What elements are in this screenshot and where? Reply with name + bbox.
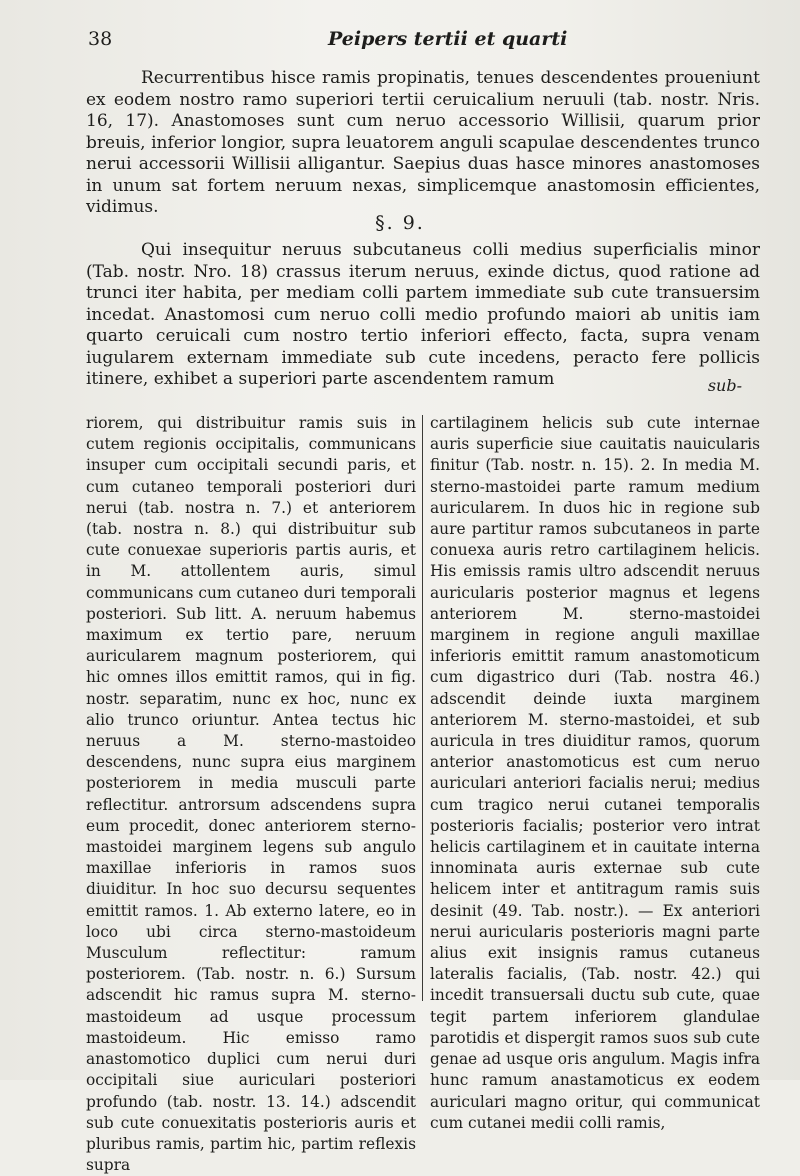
paragraph-1: Recurrentibus hisce ramis propinatis, tenues descendentes proueniunt ex eodem nostro ramo superiori tertii ceruicalium neruuli (tab. nostr. Nris. 16, 17). Anastomoses sunt cum neruo accessorio Willisii, quarum prior breuis, inferior longior, supra leuatorem anguli scapulae descendentes trunco nerui accessorii Willisii alligantur. Saepius duas hasce minores anastomoses in unum sat fortem neruum nexas, simplicemque anastomosin efficientes, vidimus. [86,68,760,217]
page-header [88,22,760,52]
column-divider [422,415,423,1001]
left-column-text: riorem, qui distribuitur ramis suis in cutem regionis occipitalis, communicans insuper cum occipitali secundi paris, et cum cutaneo temporali posteriori duri nerui (tab. nostra n. 7.) et anteriorem (tab. nostra n. 8.) qui distribuitur sub cute conuexae superioris partis auris, et in M. attollentem auris, simul communicans cum cutaneo duri temporali posteriori. Sub litt. A. neruum habemus maximum ex tertio pare, neruum auricularem magnum posteriorem, qui hic omnes illos emittit ramos, qui in fig. nostr. separatim, nunc ex hoc, nunc ex alio trunco oriuntur. Antea tectus hic neruus a M. sterno-mastoideo descendens, nunc supra eius marginem posteriorem in media musculi parte reflectitur. antrorsum adscendens supra eum procedit, donec anteriorem sterno-mastoidei marginem legens sub angulo maxillae inferioris in ramos suos diuiditur. In hoc suo decursu sequentes emittit ramos. 1. Ab externo latere, eo in loco ubi circa sterno-mastoideum Musculum reflectitur: ramum posteriorem. (Tab. nostr. n. 6.) Sursum adscendit hic ramus supra M. sterno-mastoideum ad usque processum mastoideum. Hic emisso ramo anastomotico duplici cum nerui duri occipitali siue auriculari posteriori profundo (tab. nostr. 13. 14.) adscendit sub cute conuexitatis posterioris auris et pluribus ramis, partim hic, partim reflexis supra [86,414,416,1175]
paragraph-2: Qui insequitur neruus subcutaneus colli medius superficialis minor (Tab. nostr. Nro. 18) crassus iterum neruus, exinde dictus, quod ratione ad trunci iter habita, per mediam colli partem immediate sub cute transuersim incedat. Anastomosi cum neruo colli medio profundo maiori ab unitis iam quarto ceruicali cum nostro tertio inferiori effecto, facta, supra venam iugularem externam immediate sub cute incedens, peracto fere pollicis itinere, exhibet a superiori parte ascendentem ramum [86,240,760,389]
section-paragraph-block [86,240,760,391]
right-column [430,413,760,1134]
two-column-text [86,413,766,1175]
page-number: 38 [88,28,113,50]
catchword: sub- [707,376,742,395]
section-heading: §. 9. [375,212,425,234]
right-column-text: cartilaginem helicis sub cute internae auris superficie siue cauitatis nauicularis finitur (Tab. nostr. n. 15). 2. In media M. sterno-mastoidei parte ramum medium auricularem. In duos hic in regione sub aure partitur ramos subcutaneos in parte conuexa auris retro cartilaginem helicis. His emissis ramis ultro adscendit neruus auricularis posterior magnus et legens anteriorem M. sterno-mastoidei marginem in regione anguli maxillae inferioris emittit ramum anastomoticum cum digastrico duri (Tab. nostra 46.) adscendit deinde iuxta marginem anteriorem M. sterno-mastoidei, et sub auricula in tres diuiditur ramos, quorum anterior anastomoticus est cum neruo auriculari anteriori facialis nerui; medius cum tragico nerui cutanei temporalis posterioris facialis; posterior vero intrat helicis cartilaginem et in cauitate interna innominata auris externae sub cute helicem inter et antitragum ramis suis desinit (49. Tab. nostr.). — Ex anteriori nerui auricularis posterioris magni parte alius exit insignis ramus cutaneus lateralis facialis, (Tab. nostr. 42.) qui incedit transuersali ductu sub cute, quae tegit partem inferiorem glandulae parotidis et dispergit ramos suos sub cute genae ad usque oris angulum. Magis infra hunc ramum anastamoticus ex eodem auriculari magno oritur, qui communicat cum cutanei medii colli ramis, [430,414,760,1132]
running-head: Peipers tertii et quarti [328,28,568,50]
opening-paragraph-block [86,68,760,219]
left-column [86,413,416,1176]
